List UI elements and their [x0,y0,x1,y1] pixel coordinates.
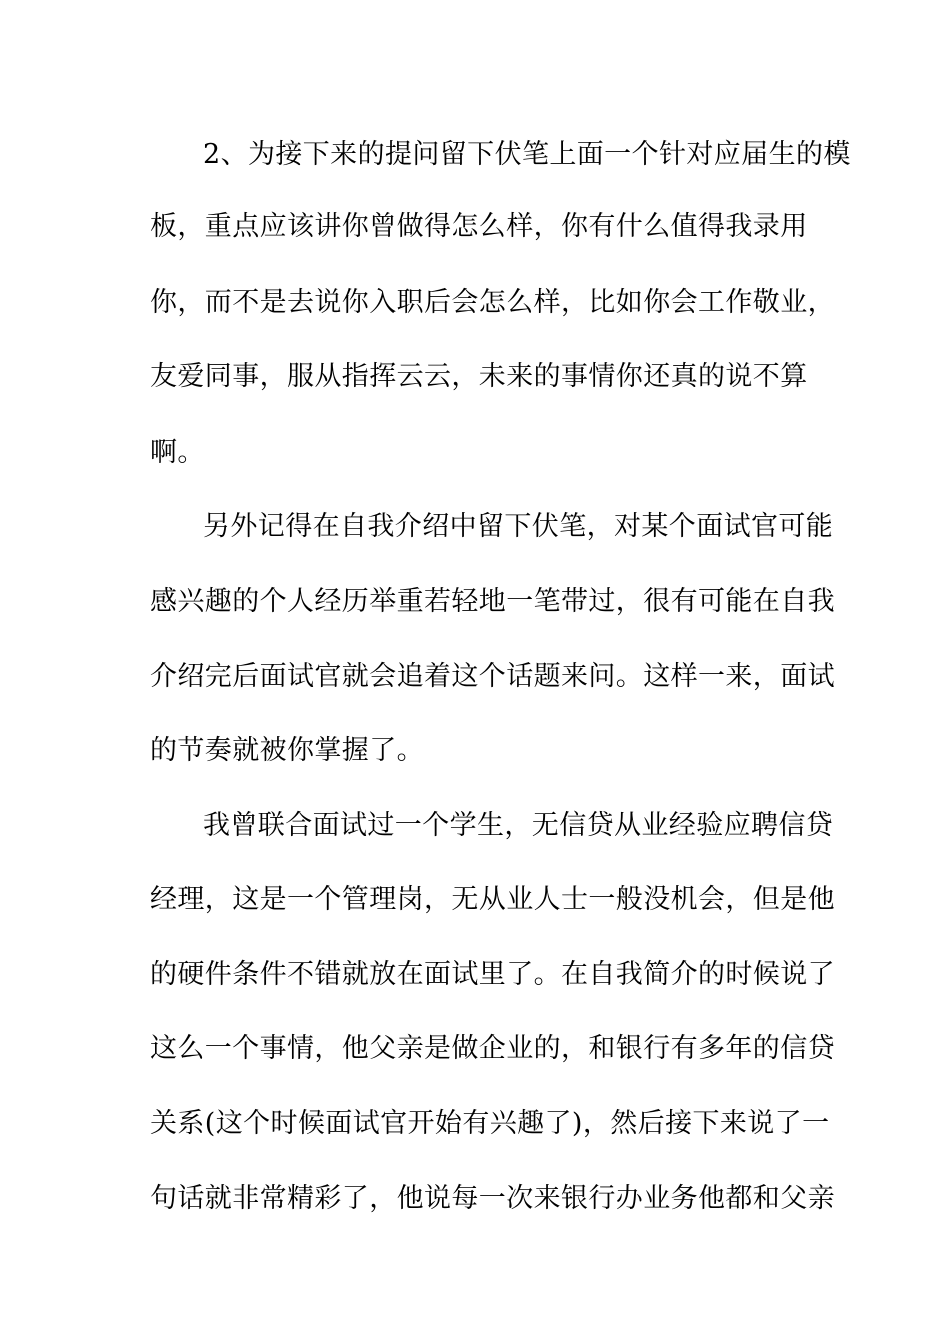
paragraph-line: 另外记得在自我介绍中留下伏笔，对某个面试官可能 [203,511,834,542]
paragraph-line: 2、为接下来的提问留下伏笔上面一个针对应届生的模 [203,139,851,170]
paragraph-line: 板，重点应该讲你曾做得怎么样，你有什么值得我录用 [150,211,808,242]
paragraph-line: 介绍完后面试官就会追着这个话题来问。这样一来，面试 [150,661,835,692]
paragraph-line: 我曾联合面试过一个学生，无信贷从业经验应聘信贷 [203,810,834,841]
paragraph-line: 感兴趣的个人经历举重若轻地一笔带过，很有可能在自我 [150,586,835,617]
paragraph-line: 的硬件条件不错就放在面试里了。在自我简介的时候说了 [150,959,835,990]
paragraph-line: 友爱同事，服从指挥云云，未来的事情你还真的说不算 [150,361,808,392]
paragraph-line: 啊。 [150,437,205,468]
paragraph-line: 的节奏就被你掌握了。 [150,735,424,766]
paragraph-line: 你，而不是去说你入职后会怎么样，比如你会工作敬业， [150,287,835,318]
paragraph-line: 这么一个事情，他父亲是做企业的，和银行有多年的信贷 [150,1033,835,1064]
paragraph-line: 关系(这个时候面试官开始有兴趣了)，然后接下来说了一 [150,1108,830,1139]
paragraph-line: 句话就非常精彩了，他说每一次来银行办业务他都和父亲 [150,1183,835,1214]
paragraph-line: 经理，这是一个管理岗，无从业人士一般没机会，但是他 [150,884,835,915]
